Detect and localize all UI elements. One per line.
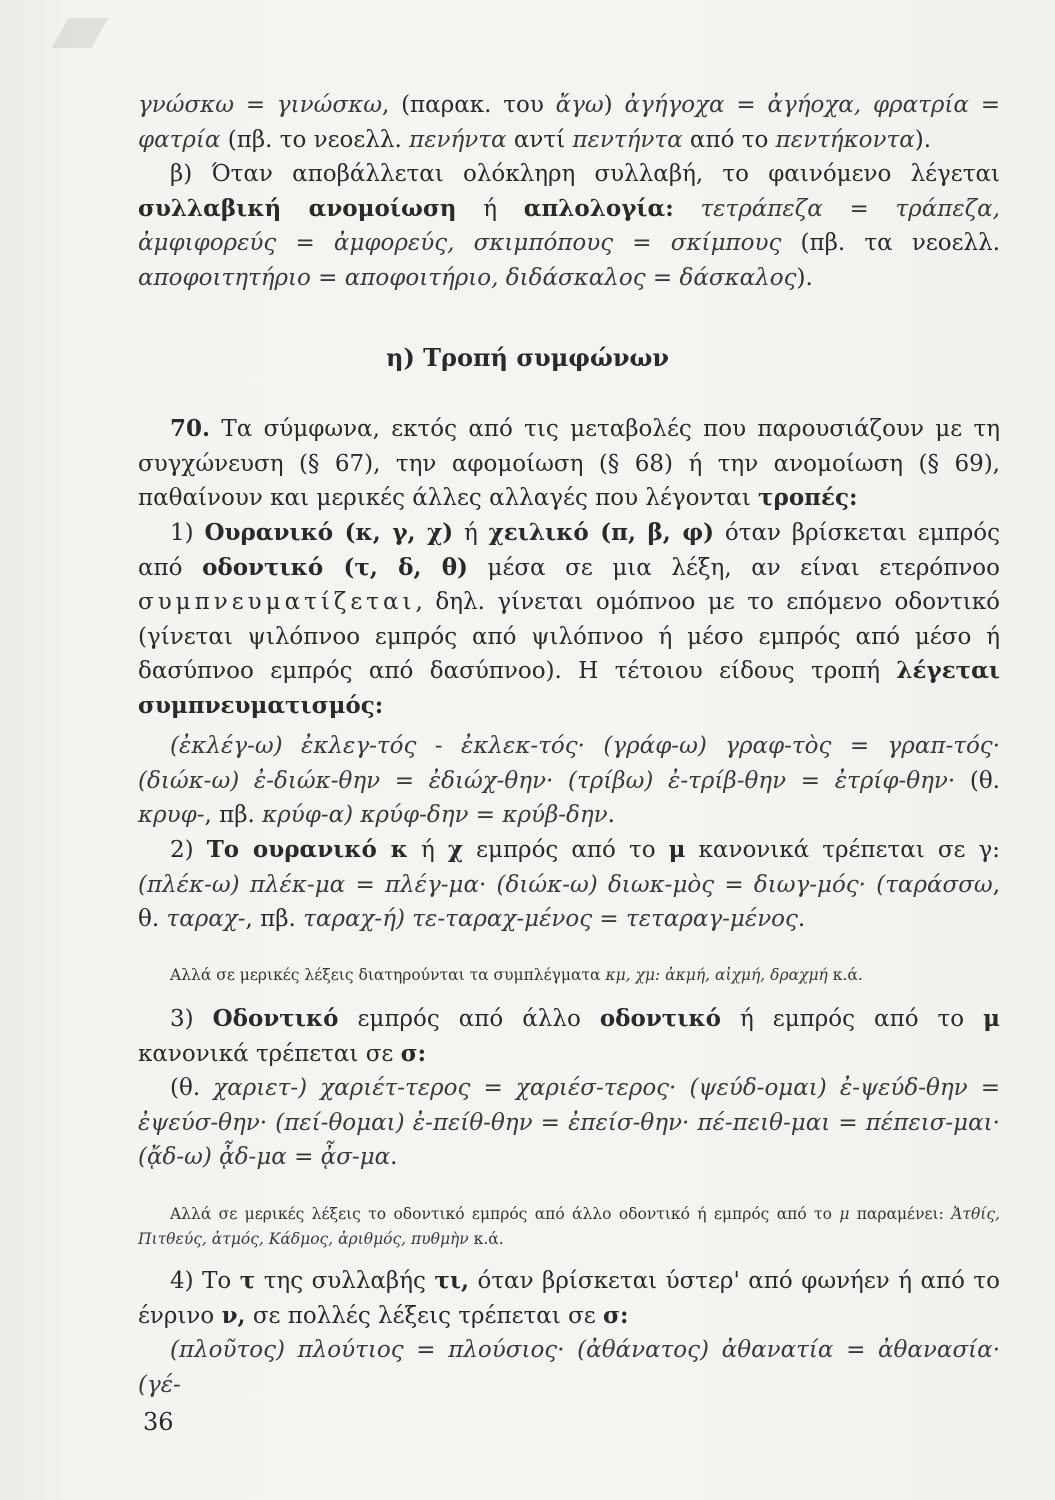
- paragraph-70-intro: 70. Τα σύμφωνα, εκτός από τις μεταβολές που παρουσιάζουν με τη συγχώνευση (§ 67), την αφομοίωση (§ 68) ή την ανομοίωση (§ 69), παθαίνουν και μερικές άλλες αλλαγές που λέγονται τροπές:: [138, 415, 1000, 511]
- paragraph-rule-3: 3) Οδοντικό εμπρός από άλλο οδοντικό ή εμπρός από το μ κανονικά τρέπεται σε σ:: [138, 1005, 1000, 1067]
- scan-shadow: [51, 18, 108, 48]
- page-number: 36: [143, 1408, 174, 1436]
- paragraph-alpha-continuation: γνώσκω = γινώσκω, (παρακ. του ἄγω) ἀγήγοχα = ἀγήοχα, φρατρία = φατρία (πβ. το νεοελλ. πενήντα αντί πεντήντα από το πεντήκοντα).: [138, 92, 1000, 153]
- examples-rule-1: (ἐκλέγ-ω) ἐκλεγ-τός - ἐκλεκ-τός· (γράφ-ω) γραφ-τὸς = γραπ-τός· (διώκ-ω) ἐ-διώκ-θην = ἐδιώχ-θην· (τρίβω) ἐ-τρίβ-θην = ἐτρίφ-θην· (θ. κρυφ-, πβ. κρύφ-α) κρύφ-δην = κρύβ-δην.: [138, 733, 1000, 828]
- note-rule-2: Αλλά σε μερικές λέξεις διατηρούνται τα συμπλέγματα κμ, χμ: ἀκμή, αἰχμή, δραχμή κ.ά.: [170, 966, 863, 984]
- examples-rule-3: (θ. χαριετ-) χαριέτ-τερος = χαριέσ-τερος· (ψεύδ-ομαι) ἐ-ψεύδ-θην = ἐψεύσ-θην· (πεί-θομαι) ἐ-πείθ-θην = ἐπείσ-θην· πέ-πειθ-μαι = πέπεισ-μαι· (ᾄδ-ω) ᾆδ-μα = ᾆσ-μα.: [138, 1075, 1000, 1170]
- paragraph-rule-4: 4) Το τ της συλλαβής τι, όταν βρίσκεται ύστερ' από φωνήεν ή από το ένρινο ν, σε πολλές λέξεις τρέπεται σε σ:: [138, 1267, 1000, 1329]
- paragraph-rule-1: 1) Ουρανικό (κ, γ, χ) ή χειλικό (π, β, φ) όταν βρίσκεται εμπρός από οδοντικό (τ, δ, θ) μέσα σε μια λέξη, αν είναι ετερόπνοο συμπνευματίζεται, δηλ. γίνεται ομόπνοο με το επόμενο οδοντικό (γίνεται ψιλόπνοο εμπρός από ψιλόπνοο ή μέσο εμπρός από μέσο ή δασύπνοο εμπρός από δασύπνοο). Η τέτοιου είδους τροπή λέγεται συμπνευματισμός:: [138, 519, 1001, 719]
- examples-rule-4: (πλοῦτος) πλούτιος = πλούσιος· (ἀθάνατος) ἀθανατία = ἀθανασία· (γέ-: [138, 1337, 1000, 1398]
- note-rule-3: Αλλά σε μερικές λέξεις το οδοντικό εμπρός από άλλο οδοντικό ή εμπρός από το μ παραμένει: Ἀτθίς, Πιτθεύς, ἀτμός, Κάδμος, ἀριθμός, πυθμὴν κ.ά.: [138, 1205, 1000, 1248]
- section-heading: η) Τροπή συμφώνων: [386, 343, 669, 372]
- paragraph-beta-haplology: β) Όταν αποβάλλεται ολόκληρη συλλαβή, το φαινόμενο λέγεται συλλαβική ανομοίωση ή απλολογία: τετράπεζα = τράπεζα, ἀμφιφορεύς = ἀμφορεύς, σκιμπόπους = σκίμπους (πβ. τα νεοελλ. αποφοιτητήριο = αποφοιτήριο, διδάσκαλος = δάσκαλος).: [138, 161, 1001, 291]
- paragraph-rule-2: 2) Το ουρανικό κ ή χ εμπρός από το μ κανονικά τρέπεται σε γ: (πλέκ-ω) πλέκ-μα = πλέγ-μα· (διώκ-ω) διωκ-μὸς = διωγ-μός· (ταράσσω, θ. ταραχ-, πβ. ταραχ-ή) τε-ταραχ-μένος = τεταραγ-μένος.: [138, 836, 1001, 932]
